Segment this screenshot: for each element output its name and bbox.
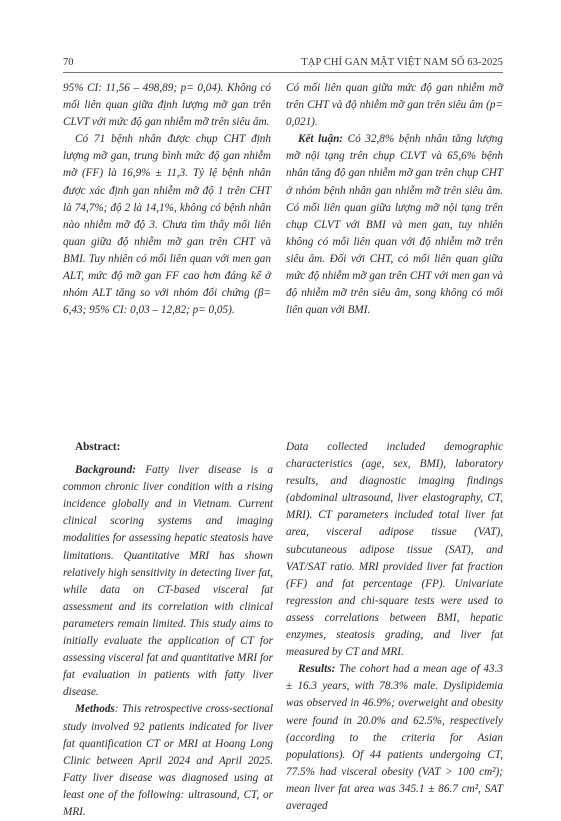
abstract-title: Abstract: bbox=[75, 441, 121, 453]
background-paragraph bbox=[63, 462, 273, 701]
conclusion-label: Kết luận: bbox=[298, 133, 344, 146]
results-paragraph-mri: Có 71 bệnh nhân được chụp CHT định lượng mỡ gan, trung bình mức độ gan nhiễm mỡ (FF) là 16,9% ± 11,3. Tỷ lệ bệnh nhân được xác định gan nhiễm mỡ độ 1 trên CHT là 74,7%; độ 2 là 14,1%, không có bệnh nhân nào nhiễm mỡ độ 3. Chưa tìm thấy mối liên quan giữa độ nhiễm mỡ gan trên CHT và BMI. Tuy nhiên có mối liên quan với men gan ALT, mức độ mỡ gan FF cao hơn đáng kể ở nhóm ALT tăng so với nhóm đối chứng (β= 6,43; 95% CI: 0,03 – 12,82; p= 0,05). bbox=[63, 133, 271, 317]
results-paragraph-ct: 95% CI: 11,56 – 498,89; p= 0,04). Không có mối liên quan giữa định lượng mỡ gan trên CLVT với mức độ gan nhiễm mỡ trên siêu âm. bbox=[63, 82, 271, 129]
vietnamese-conclusion-column bbox=[286, 80, 503, 319]
abstract-left-column bbox=[63, 439, 273, 821]
background-text: Fatty liver disease is a common chronic liver condition with a rising incidence globally and in Vietnam. Current clinical scoring systems and imaging modalities for assessing hepatic steatosis have limitations. Quantitative MRI has shown relatively high sensitivity in detecting liver fat, while data on CT-based visceral fat assessment and its correlation with clinical parameters remain limited. This study aims to initially evaluate the application of CT for assessing visceral fat and quantitative MRI for fat evaluation in patients with fatty liver disease. bbox=[63, 464, 273, 699]
results-text: The cohort had a mean age of 43.3 ± 16.3 years, with 78.3% male. Dyslipidemia was observed in 46.9%; overweight and obesity were found in 20.0% and 62.5%, respectively (according to the criteria for Asian populations). Of 44 patients undergoing CT, 77.5% had visceral obesity (VAT > 100 cm²); mean liver fat area was 345.1 ± 86.7 cm², SAT averaged bbox=[286, 663, 503, 812]
methods-paragraph bbox=[63, 701, 273, 821]
page-number: 70 bbox=[63, 57, 74, 68]
vietnamese-results-column bbox=[63, 80, 271, 319]
conclusion-paragraph bbox=[286, 131, 503, 319]
results-paragraph bbox=[286, 661, 503, 815]
header-rule bbox=[63, 72, 503, 73]
data-collection-paragraph: Data collected included demographic characteristics (age, sex, BMI), laboratory results, and diagnostic imaging findings (abdominal ultrasound, liver elastography, CT, MRI). CT parameters included total liver fat area, visceral adipose tissue (VAT), subcutaneous adipose tissue (SAT), and VAT/SAT ratio. MRI provided liver fat fraction (FF) and fat percentage (FP). Univariate regression and chi-square tests were used to assess correlations between BMI, hepatic enzymes, steatosis grading, and liver fat measured by CT and MRI. bbox=[286, 441, 503, 659]
results-paragraph-mri-ultrasound: Có mối liên quan giữa mức độ gan nhiễm mỡ trên CHT và độ nhiễm mỡ gan trên siêu âm (p= 0,021). bbox=[286, 82, 503, 129]
methods-label: Methods bbox=[75, 703, 115, 716]
background-label: Background: bbox=[75, 464, 136, 477]
abstract-right-column bbox=[286, 439, 503, 815]
conclusion-text: Có 32,8% bệnh nhân tăng lượng mỡ nội tạng trên chụp CLVT và 65,6% bệnh nhân tăng độ gan nhiễm mỡ gan trên chụp CHT ở nhóm bệnh nhân gan nhiễm mỡ trên siêu âm. Có mối liên quan giữa lượng mỡ nội tạng trên chụp CLVT với BMI và men gan, tuy nhiên không có mối liên quan với độ nhiễm mỡ trên siêu âm. Đối với CHT, có mối liên quan giữa mức độ nhiễm mỡ gan trên CHT với men gan và độ nhiễm mỡ trên siêu âm, song không có mối liên quan với BMI. bbox=[286, 133, 503, 317]
results-label: Results: bbox=[298, 663, 336, 676]
methods-text: : This retrospective cross-sectional study involved 92 patients indicated for liver fat quantification CT or MRI at Hoang Long Clinic between April 2024 and April 2025. Fatty liver disease was diagnosed using at least one of the following: ultrasound, CT, or MRI. bbox=[63, 703, 273, 818]
running-header bbox=[63, 57, 503, 73]
journal-title: TẠP CHÍ GAN MẬT VIỆT NAM SỐ 63-2025 bbox=[301, 57, 503, 68]
